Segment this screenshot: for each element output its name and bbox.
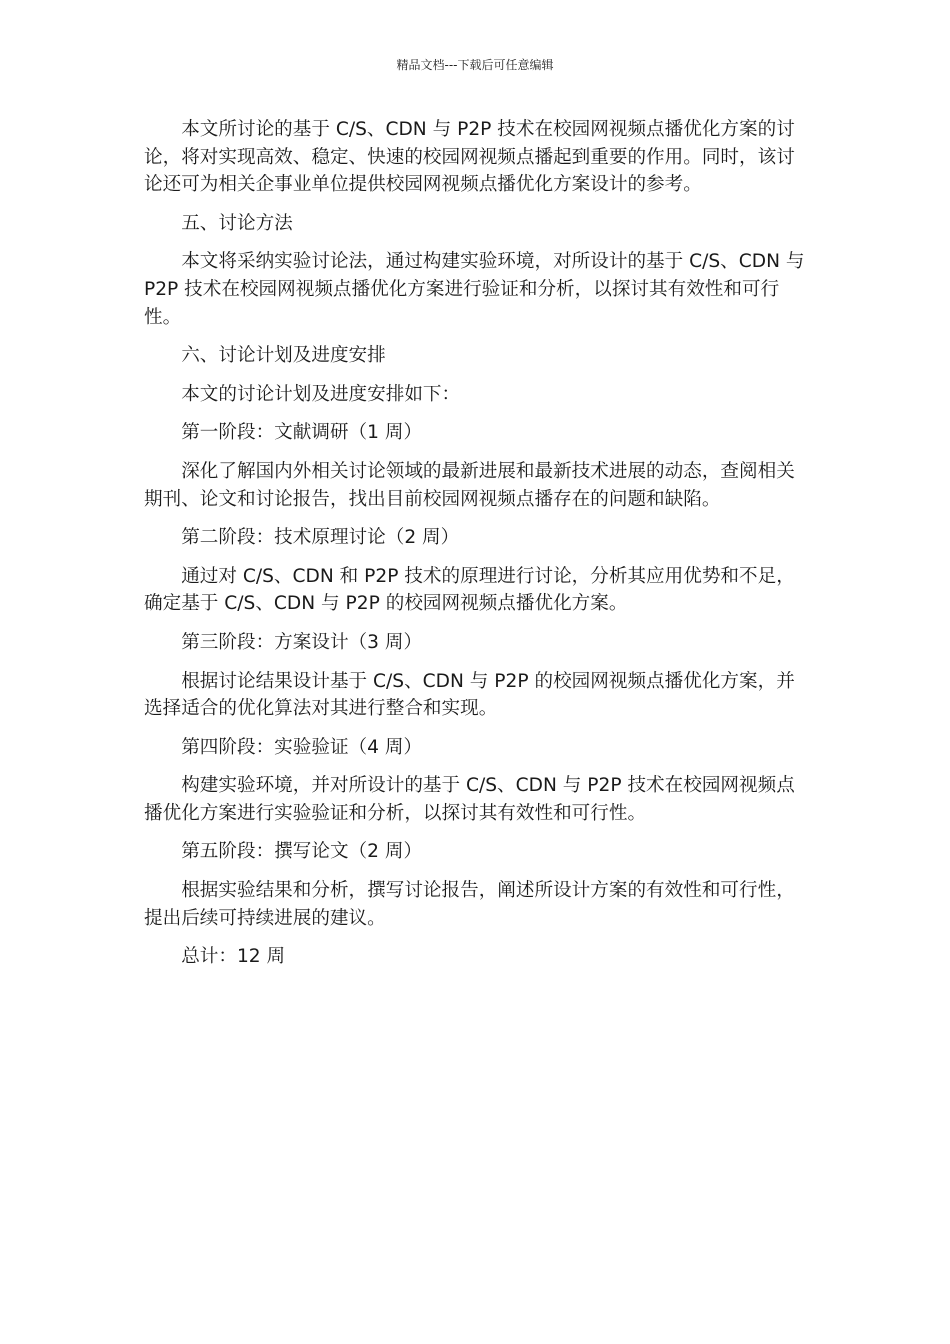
schedule-intro-paragraph: 本文的讨论计划及进度安排如下： [181, 383, 461, 405]
phase-4-heading: 第四阶段：实验验证（4 周） [181, 736, 423, 758]
document-body [144, 116, 806, 982]
page-header: 精品文档---下载后可任意编辑 [396, 58, 554, 72]
phase-4-paragraph: 构建实验环境，并对所设计的基于 C/S、CDN 与 P2P 技术在校园网视频点播优化方案进行实验验证和分析，以探讨其有效性和可行性。 [144, 775, 795, 824]
phase-5-heading: 第五阶段：撰写论文（2 周） [181, 841, 423, 863]
section-heading-schedule: 六、讨论计划及进度安排 [181, 345, 386, 367]
methods-paragraph: 本文将采纳实验讨论法，通过构建实验环境，对所设计的基于 C/S、CDN 与 P2P 技术在校园网视频点播优化方案进行验证和分析，以探讨其有效性和可行性。 [144, 251, 805, 328]
phase-2-heading: 第二阶段：技术原理讨论（2 周） [181, 527, 460, 549]
phase-3-heading: 第三阶段：方案设计（3 周） [181, 631, 423, 653]
phase-2-paragraph: 通过对 C/S、CDN 和 P2P 技术的原理进行讨论，分析其应用优势和不足，确定基于 C/S、CDN 与 P2P 的校园网视频点播优化方案。 [144, 565, 795, 615]
section-heading-methods: 五、讨论方法 [181, 212, 293, 234]
phase-1-paragraph: 深化了解国内外相关讨论领域的最新进展和最新技术进展的动态，查阅相关期刊、论文和讨论报告，找出目前校园网视频点播存在的问题和缺陷。 [144, 460, 795, 510]
phase-5-paragraph: 根据实验结果和分析，撰写讨论报告，阐述所设计方案的有效性和可行性，提出后续可持续进展的建议。 [144, 880, 795, 929]
intro-significance-paragraph: 本文所讨论的基于 C/S、CDN 与 P2P 技术在校园网视频点播优化方案的讨论，将对实现高效、稳定、快速的校园网视频点播起到重要的作用。同时，该讨论还可为相关企事业单位提供校园网视频点播优化方案设计的参考。 [144, 119, 795, 196]
phase-1-heading: 第一阶段：文献调研（1 周） [181, 422, 423, 444]
total-duration: 总计：12 周 [181, 946, 286, 968]
phase-3-paragraph: 根据讨论结果设计基于 C/S、CDN 与 P2P 的校园网视频点播优化方案，并选择适合的优化算法对其进行整合和实现。 [144, 670, 795, 720]
